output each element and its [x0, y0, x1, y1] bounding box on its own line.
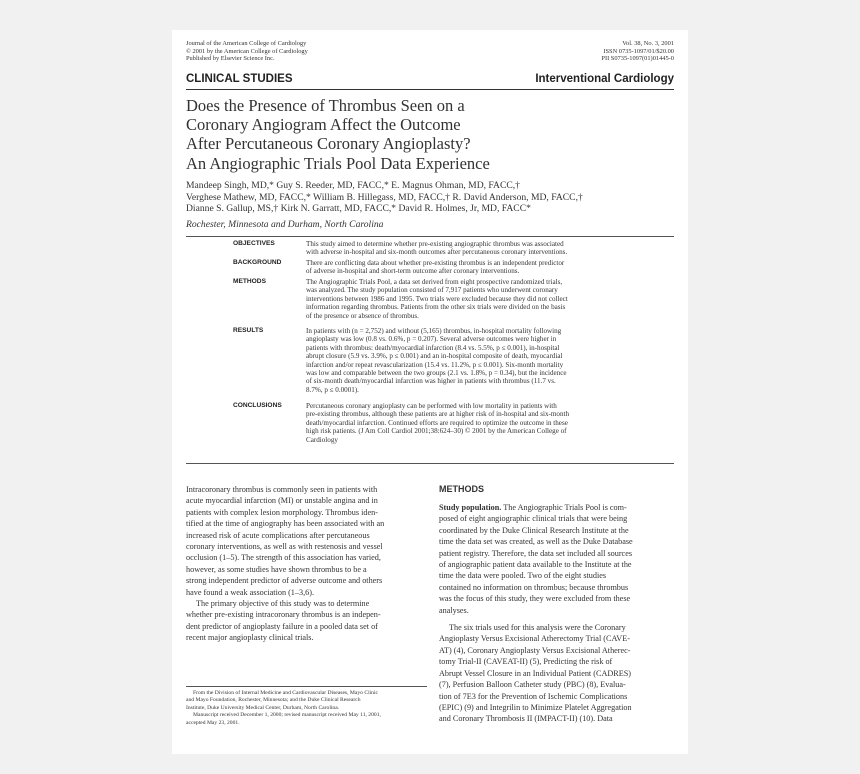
body-line: contained no information on thrombus; because thrombus — [439, 582, 629, 592]
abstract-line: infarction and/or repeat revascularization (15.4 vs. 11.2%, p ≤ 0.001). Six-month mortality — [306, 360, 564, 369]
body-column-left — [186, 484, 427, 644]
body-line: (EPIC) (9) and Integrilin to Minimize Platelet Aggregation — [439, 702, 632, 712]
abstract-text — [306, 259, 635, 276]
footnote-line: Institute, Duke University Medical Center, Durham, North Carolina. — [186, 704, 340, 711]
footnote-line: From the Division of Internal Medicine and Cardiovascular Diseases, Mayo Clinic — [193, 690, 379, 696]
subsection-label: Interventional Cardiology — [535, 73, 674, 85]
journal-header-right — [601, 40, 674, 63]
journal-page — [172, 30, 688, 754]
body-line: time the data set was created, as well as the Duke Database — [439, 537, 633, 547]
body-line: Angioplasty Versus Excisional Atherectomy Trial (CAVE- — [439, 634, 630, 644]
abstract-text — [306, 402, 635, 444]
title-line: After Percutaneous Coronary Angioplasty? — [186, 134, 471, 154]
abstract-text — [306, 240, 635, 257]
abstract-line: was low and comparable between the two groups (2.1 vs. 1.8%, p = 0.34), but the incidence — [306, 369, 567, 378]
abstract-line: of adverse in-hospital and short-term outcome after coronary interventions. — [306, 267, 520, 276]
body-line: time the data were pooled. Two of the eight studies — [439, 571, 607, 581]
abstract-text — [306, 327, 635, 394]
body-line: tified at the time of angiography has been associated with an — [186, 519, 385, 529]
body-line: patient registry. Therefore, the data set included all sources — [439, 548, 633, 558]
body-line: occlusion (1–5). The strength of this association has varied, — [186, 553, 381, 563]
affiliation: Rochester, Minnesota and Durham, North Carolina — [186, 219, 384, 230]
body-line: whether pre-existing intracoronary thrombus is an indepen- — [186, 610, 381, 620]
author-line: Dianne S. Gallup, MS,† Kirk N. Garratt, MD, FACC,* David R. Holmes, Jr, MD, FACC* — [186, 203, 531, 215]
section-bar — [186, 73, 674, 90]
abstract-label: BACKGROUND — [233, 259, 282, 266]
body-line: recent major angioplasty clinical trials. — [186, 633, 314, 643]
body-line: Intracoronary thrombus is commonly seen in patients with — [186, 485, 378, 494]
body-line: analyses. — [439, 605, 469, 615]
author-list — [186, 180, 676, 215]
body-text: The Angiographic Trials Pool is com- — [501, 503, 627, 512]
body-line: posed of eight angiographic clinical trials that were being — [439, 514, 628, 524]
body-line: have found a weak association (1–3,6). — [186, 587, 315, 597]
footnote-line: accepted May 23, 2001. — [186, 719, 240, 726]
footnote-line: and Mayo Foundation, Rochester, Minnesota; and the Duke Clinical Research — [186, 697, 361, 704]
journal-header-left — [186, 40, 308, 63]
footnote — [186, 686, 427, 727]
abstract-line: The Angiographic Trials Pool, a data set derived from eight prospective randomized trials, — [306, 278, 563, 286]
abstract-text — [306, 278, 635, 320]
title-line: An Angiographic Trials Pool Data Experience — [186, 153, 490, 173]
section-label: CLINICAL STUDIES — [186, 73, 293, 85]
body-line: however, as some studies have shown thrombus to be a — [186, 564, 367, 574]
body-line: tion of 7E3 for the Prevention of Ischemic Complications — [439, 691, 628, 701]
body-line: dent predictor of angioplasty failure in a pooled data set of — [186, 621, 378, 631]
body-line: (7), Perfusion Balloon Catheter study (PBC) (8), Evalua- — [439, 680, 626, 690]
body-line: The six trials used for this analysis were the Coronary — [449, 623, 626, 633]
body-line: coordinated by the Duke Clinical Research Institute at the — [439, 525, 629, 535]
abstract-line: There are conflicting data about whether pre-existing thrombus is an independent predictor — [306, 259, 565, 267]
author-line: Verghese Mathew, MD, FACC,* William B. Hillegass, MD, FACC,† R. David Anderson, MD, FACC,† — [186, 191, 583, 203]
body-line: Abrupt Vessel Closure in an Individual Patient (CADRES) — [439, 668, 632, 678]
abstract-label: CONCLUSIONS — [233, 402, 282, 409]
abstract-label: METHODS — [233, 278, 266, 285]
abstract-line: of the presence or absence of thrombus. — [306, 311, 419, 320]
abstract-line: abrupt closure (5.9 vs. 3.9%, p ≤ 0.001) and an in-hospital composite of death, myocardial — [306, 352, 563, 361]
abstract-line: Cardiology — [306, 435, 338, 444]
run-in-heading: Study population. — [439, 503, 502, 512]
title-line: Does the Presence of Thrombus Seen on a — [186, 96, 465, 115]
body-line: increased risk of acute complications after percutaneous — [186, 530, 370, 540]
header-line: © 2001 by the American College of Cardiology — [186, 47, 308, 55]
body-line: of angiographic patient data available to the Institute at the — [439, 560, 632, 570]
body-column-right — [439, 484, 675, 725]
body-line: The primary objective of this study was to determine — [196, 599, 370, 609]
abstract-line: 8.7%, p ≤ 0.0001). — [306, 385, 359, 394]
abstract-line: with adverse in-hospital and six-month outcomes after percutaneous coronary interventions. — [306, 248, 568, 257]
author-line: Mandeep Singh, MD,* Guy S. Reeder, MD, FACC,* E. Magnus Ohman, MD, FACC,† — [186, 180, 520, 191]
abstract-label: RESULTS — [233, 327, 264, 334]
abstract-label: OBJECTIVES — [233, 240, 275, 247]
footnote-line: Manuscript received December 1, 2000; revised manuscript received May 11, 2001, — [193, 712, 381, 719]
body-line: and Coronary Thrombosis II (IMPACT-II) (10). Data — [439, 714, 613, 724]
abstract-line: death/myocardial infarction. Continued efforts are required to optimize the outcome in these — [306, 418, 568, 427]
abstract-line: angioplasty was low (0.8 vs. 0.6%, p = 0.207). Several adverse outcomes were higher in — [306, 335, 557, 344]
header-line: Vol. 38, No. 3, 2001 — [622, 40, 674, 47]
header-line: Published by Elsevier Science Inc. — [186, 55, 275, 63]
body-line: patients with complex lesion morphology. Thrombus iden- — [186, 507, 378, 517]
abstract-line: information regarding thrombus. Patients from the other six trials were divided on the basis — [306, 303, 566, 312]
article-title — [186, 96, 676, 173]
title-line: Coronary Angiogram Affect the Outcome — [186, 115, 461, 135]
header-line: Journal of the American College of Cardiology — [186, 40, 307, 47]
header-line: ISSN 0735-1097/01/$20.00 — [603, 47, 674, 55]
abstract-line: This study aimed to determine whether pre-existing angiographic thrombus was associated — [306, 240, 564, 248]
body-line: strong independent predictor of adverse outcome and others — [186, 576, 383, 586]
abstract-line: Percutaneous coronary angioplasty can be performed with low mortality in patients with — [306, 402, 557, 410]
abstract-line: interventions between 1986 and 1995. Two trials were excluded because they did not collect — [306, 294, 568, 303]
abstract-line: was analyzed. The study population consisted of 7,917 patients who underwent coronary — [306, 286, 558, 295]
body-line: AT) (4), Coronary Angioplasty Versus Excisional Atherec- — [439, 645, 631, 655]
body-line: acute myocardial infarction (MI) or unstable angina and in — [186, 496, 378, 506]
abstract-line: of six-month death/myocardial infarction was higher in patients with thrombus (11.7 vs. — [306, 377, 556, 386]
methods-heading: METHODS — [439, 484, 484, 494]
body-line: was the focus of this study, they were excluded from these — [439, 594, 631, 604]
body-line — [439, 502, 675, 513]
abstract-line: In patients with (n = 2,752) and without (5,165) thrombus, in-hospital mortality following — [306, 327, 562, 335]
abstract-line: high risk patients. (J Am Coll Cardiol 2001;38:624–30) © 2001 by the American College of — [306, 427, 567, 436]
abstract-box — [186, 236, 674, 464]
body-line: tomy Trial-II (CAVEAT-II) (5), Predicting the risk of — [439, 657, 613, 667]
abstract-line: patients with thrombus: death/myocardial infarction (8.4 vs. 5.5%, p ≤ 0.001), in-hospital — [306, 343, 560, 352]
body-line: coronary interventions, as well as with restenosis and vessel — [186, 542, 383, 552]
abstract-line: pre-existing thrombus, although these patients are at higher risk of in-hospital and six-month — [306, 410, 570, 419]
header-line: PII S0735-1097(01)01445-0 — [601, 55, 674, 63]
